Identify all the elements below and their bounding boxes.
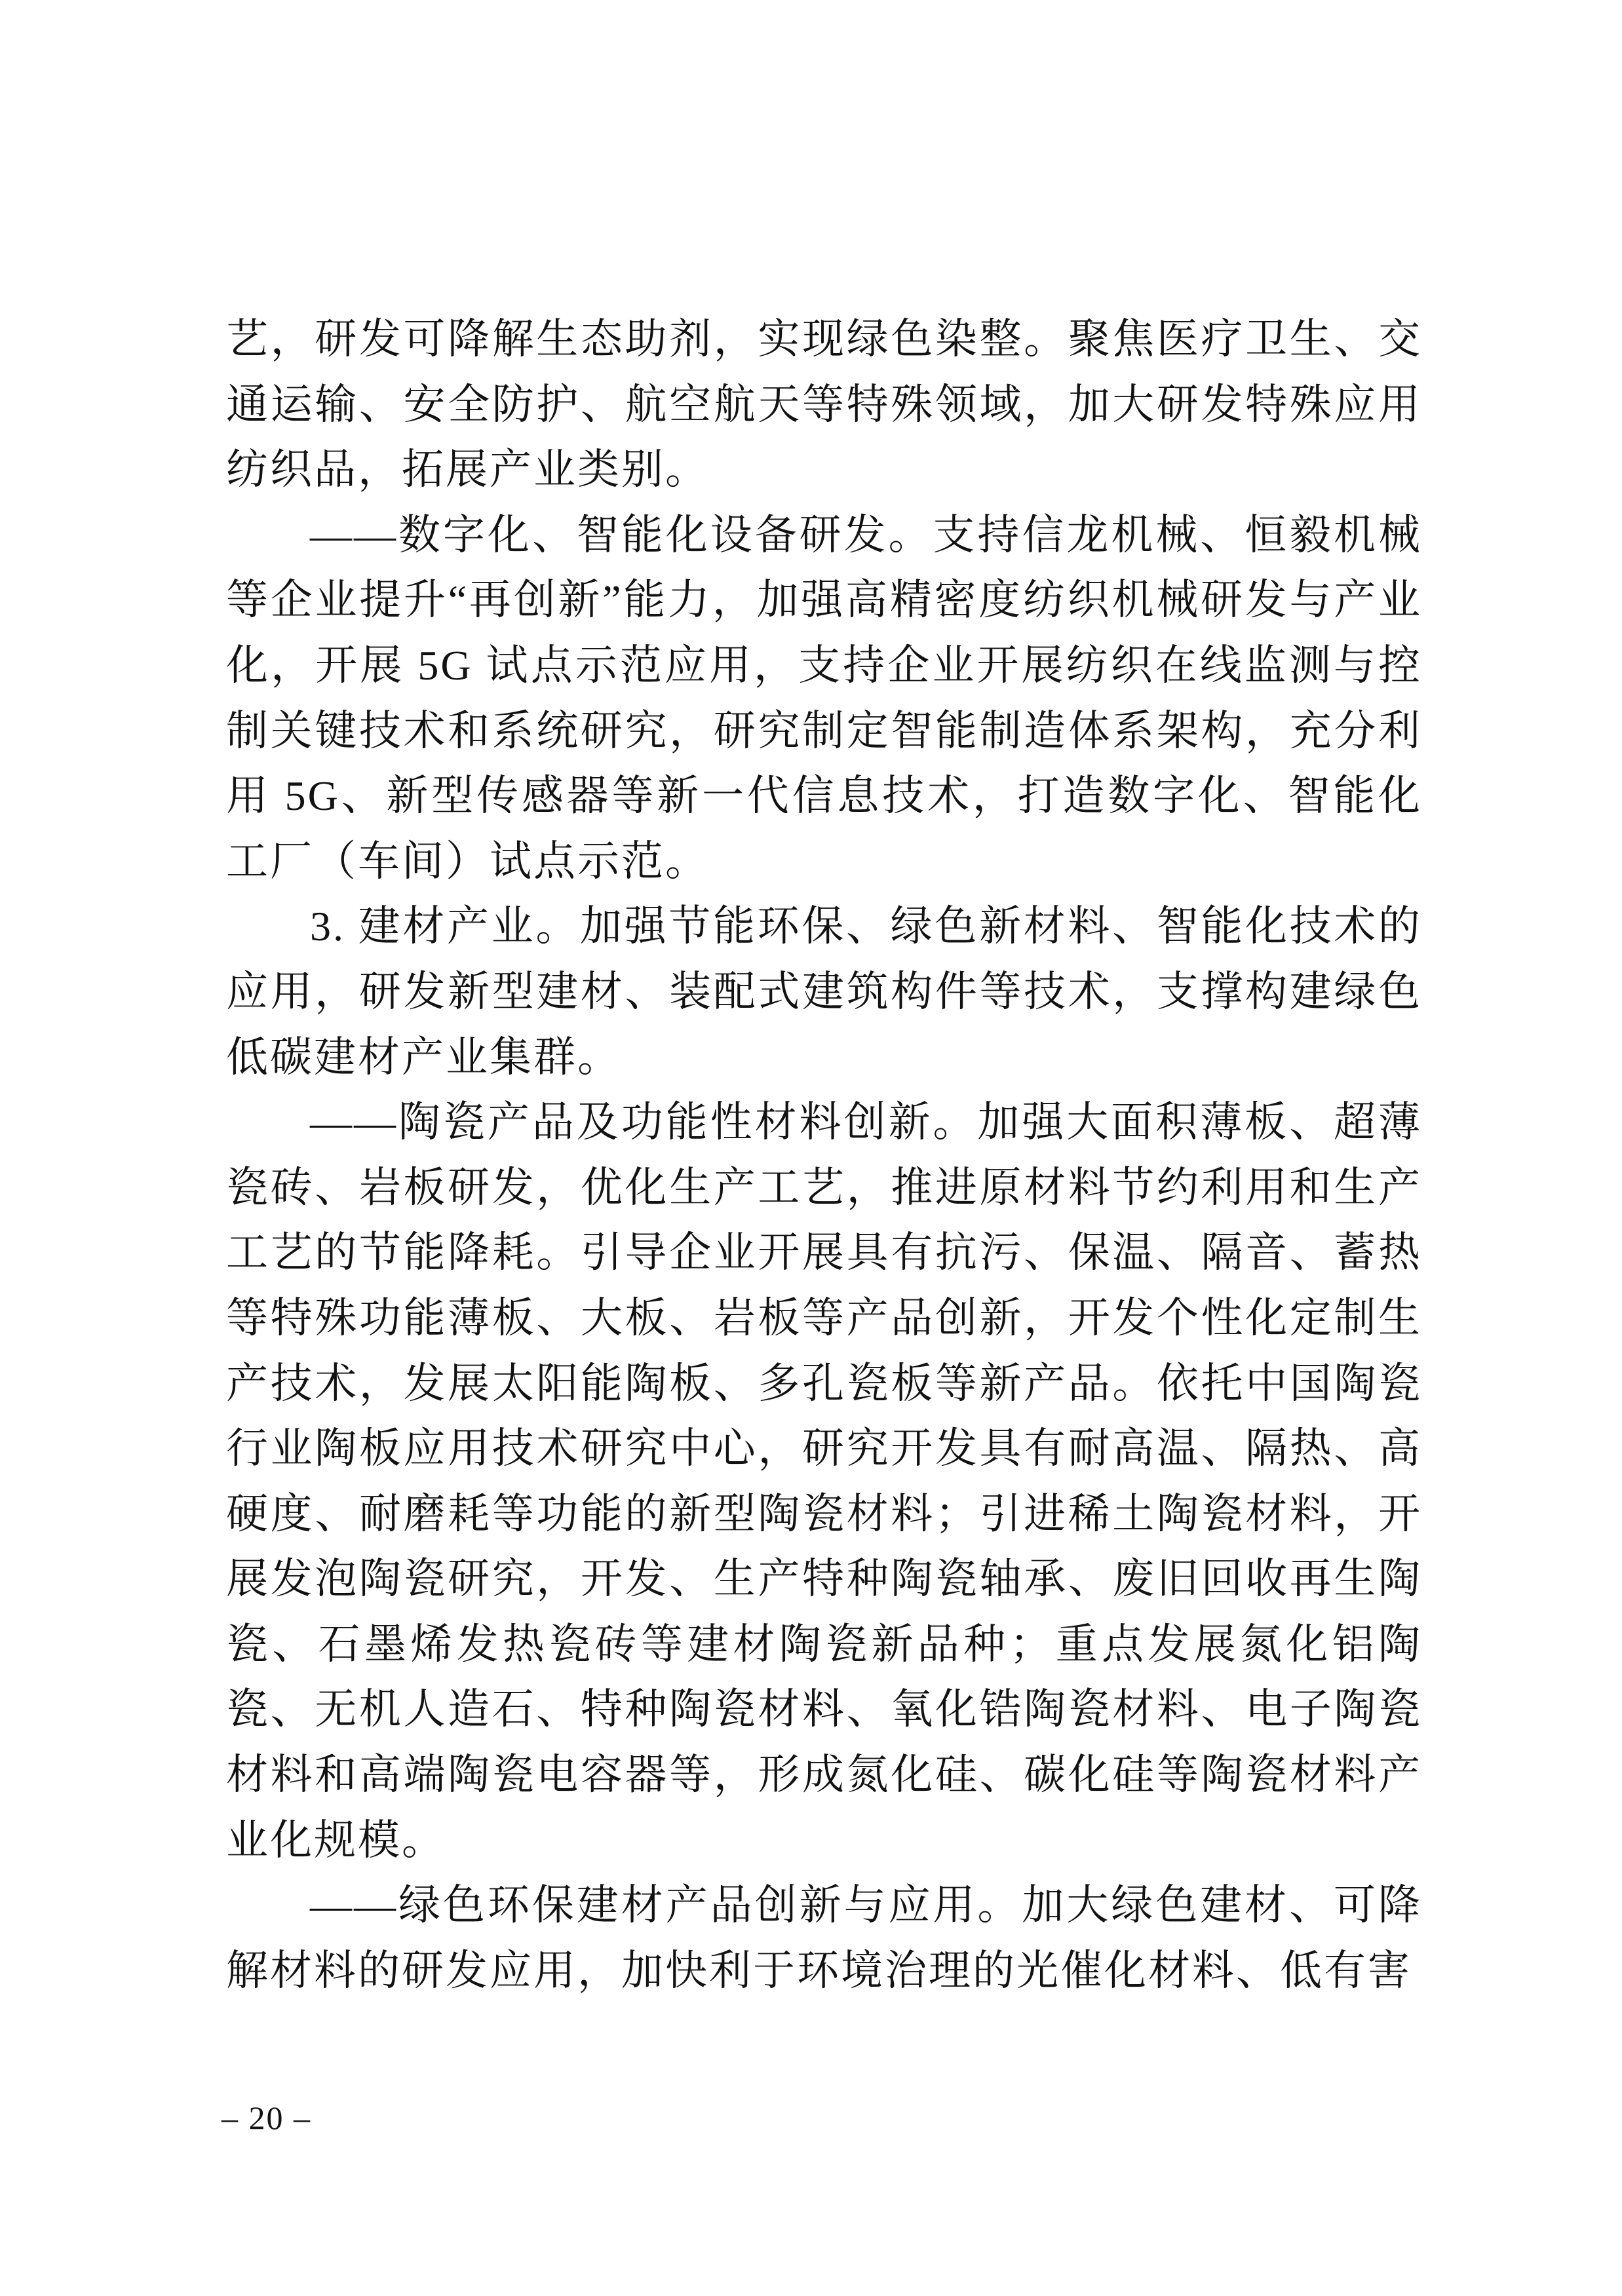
page-number: – 20 – <box>222 2099 311 2136</box>
paragraph-continuation-textile: 艺，研发可降解生态助剂，实现绿色染整。聚焦医疗卫生、交通运输、安全防护、航空航天等特殊领域，加大研发特殊应用纺织品，拓展产业类别。 <box>226 316 1422 493</box>
body-text <box>226 307 1422 2003</box>
paragraph-digital-equipment: ——数字化、智能化设备研发。支持信龙机械、恒毅机械等企业提升“再创新”能力，加强高精密度纺织机械研发与产业化，开展 5G 试点示范应用，支持企业开展纺织在线监测与控制关键技术和系统研究，研究制定智能制造体系架构，充分利用 5G、新型传感器等新一代信息技术，打造数字化、智能化工厂（车间）试点示范。 <box>226 511 1422 885</box>
paragraph-green-building-materials: ——绿色环保建材产品创新与应用。加大绿色建材、可降解材料的研发应用，加快利于环境治理的光催化材料、低有害 <box>226 1882 1422 1994</box>
paragraph-building-materials-industry: 3. 建材产业。加强节能环保、绿色新材料、智能化技术的应用，研发新型建材、装配式建筑构件等技术，支撑构建绿色低碳建材产业集群。 <box>226 903 1422 1081</box>
paragraph-ceramic-materials-innovation: ——陶瓷产品及功能性材料创新。加强大面积薄板、超薄瓷砖、岩板研发，优化生产工艺，推进原材料节约利用和生产工艺的节能降耗。引导企业开展具有抗污、保温、隔音、蓄热等特殊功能薄板、大板、岩板等产品创新，开发个性化定制生产技术，发展太阳能陶板、多孔瓷板等新产品。依托中国陶瓷行业陶板应用技术研究中心，研究开发具有耐高温、隔热、高硬度、耐磨耗等功能的新型陶瓷材料；引进稀土陶瓷材料，开展发泡陶瓷研究，开发、生产特种陶瓷轴承、废旧回收再生陶瓷、石墨烯发热瓷砖等建材陶瓷新品种；重点发展氮化铝陶瓷、无机人造石、特种陶瓷材料、氧化锆陶瓷材料、电子陶瓷材料和高端陶瓷电容器等，形成氮化硅、碳化硅等陶瓷材料产业化规模。 <box>226 1099 1422 1864</box>
